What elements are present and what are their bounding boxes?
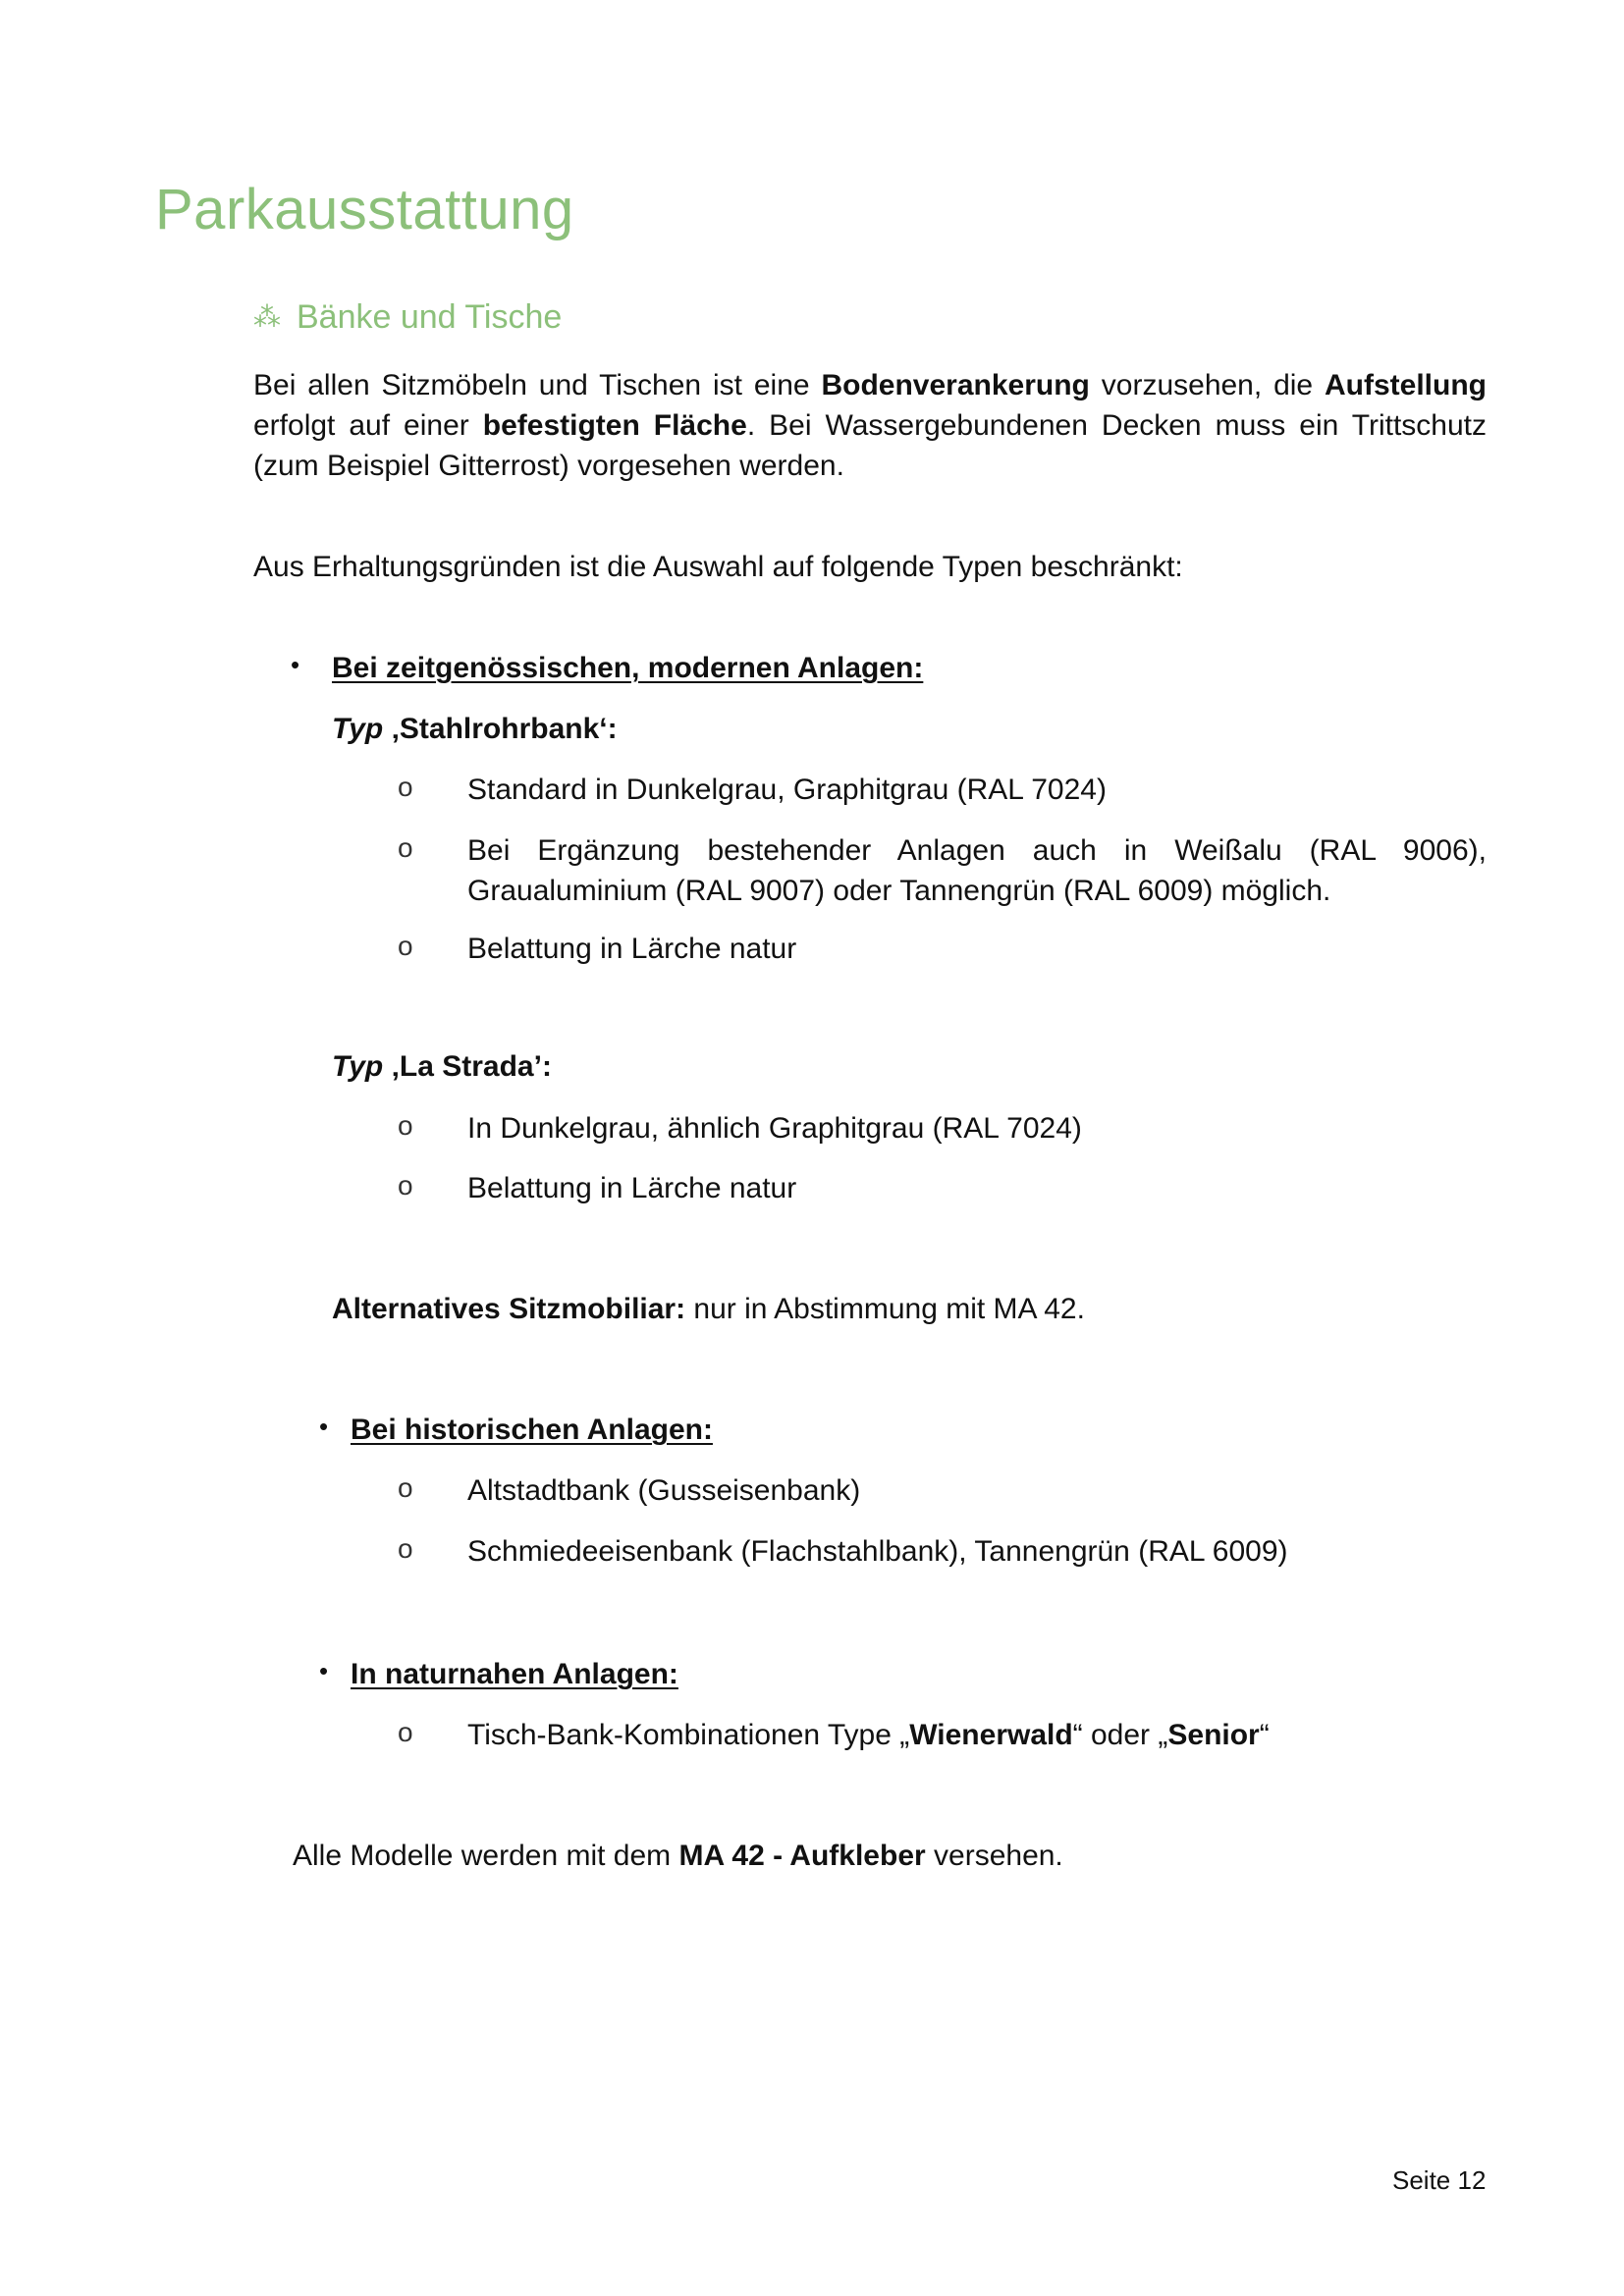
intro-text: vorzusehen, die xyxy=(1089,369,1325,401)
sub-bullet-icon: o xyxy=(398,1170,413,1201)
sub-bullet-icon: o xyxy=(398,1717,413,1747)
type2-item-2: Belattung in Lärche natur xyxy=(467,1172,797,1204)
alternative-text: nur in Abstimmung mit MA 42. xyxy=(685,1293,1085,1325)
closing-plain: versehen. xyxy=(925,1840,1063,1872)
type-prefix: Typ xyxy=(332,713,384,745)
sub-bullet-icon: o xyxy=(398,1533,413,1564)
intro-bold: Aufstellung xyxy=(1325,369,1487,401)
sub-bullet-icon: o xyxy=(398,931,413,961)
intro-text: Bei allen Sitzmöbeln und Tischen ist eine xyxy=(253,369,822,401)
intro-paragraph xyxy=(253,365,1487,486)
type2-heading xyxy=(332,1046,552,1087)
closing-text xyxy=(293,1836,1063,1876)
natural-text: Tisch-Bank-Kombinationen Type „ xyxy=(467,1719,910,1751)
type1-item-1: Standard in Dunkelgrau, Graphitgrau (RAL 7024) xyxy=(467,774,1107,806)
section-title: Bänke und Tische xyxy=(297,298,563,336)
sub-bullet-icon: o xyxy=(398,1110,413,1141)
intro-line-2 xyxy=(253,405,1487,446)
modern-title-text: Bei zeitgenössischen, modernen Anlagen: xyxy=(332,652,924,684)
natural-text: “ oder „ xyxy=(1072,1719,1168,1751)
type1-item-3: Belattung in Lärche natur xyxy=(467,933,797,965)
bullet-icon: • xyxy=(291,650,300,679)
intro-line-1 xyxy=(253,365,1487,405)
historic-title-text: Bei historischen Anlagen: xyxy=(351,1414,713,1446)
alternative-bold: Alternatives Sitzmobiliar: xyxy=(332,1293,686,1325)
type1-item-2-line-1: Bei Ergänzung bestehender Anlagen auch in Weißalu (RAL 9006), xyxy=(467,834,1487,867)
sub-bullet-icon: o xyxy=(398,832,413,863)
type-name: ‚La Strada’: xyxy=(383,1050,552,1083)
flower-icon: ⁂ xyxy=(253,301,281,332)
intro-bold: Bodenverankerung xyxy=(821,369,1090,401)
bullet-icon: • xyxy=(319,1412,329,1441)
intro-bold: befestigten Fläche xyxy=(482,409,747,442)
historic-item-1: Altstadtbank (Gusseisenbank) xyxy=(467,1474,861,1507)
intro-text: . Bei Wassergebundenen Decken muss ein Trittschutz xyxy=(746,409,1487,442)
intro-line-3: (zum Beispiel Gitterrost) vorgesehen werden. xyxy=(253,450,844,482)
natural-title-text: In naturnahen Anlagen: xyxy=(351,1658,678,1690)
natural-text: “ xyxy=(1259,1719,1270,1751)
alternative-seating xyxy=(332,1289,1085,1329)
modern-title xyxy=(332,648,923,688)
page-number: Seite 12 xyxy=(1392,2165,1487,2195)
type-name: ‚Stahlrohrbank‘: xyxy=(383,713,618,745)
closing-plain: Alle Modelle werden mit dem xyxy=(293,1840,679,1872)
section-heading xyxy=(253,298,562,337)
selection-text: Aus Erhaltungsgründen ist die Auswahl auf folgende Typen beschränkt: xyxy=(253,551,1183,583)
bullet-icon: • xyxy=(319,1656,329,1685)
natural-bold: Wienerwald xyxy=(909,1719,1073,1751)
type1-heading xyxy=(332,709,618,749)
type2-item-1: In Dunkelgrau, ähnlich Graphitgrau (RAL 7024) xyxy=(467,1112,1082,1145)
historic-title xyxy=(351,1410,713,1450)
historic-item-2: Schmiedeeisenbank (Flachstahlbank), Tannengrün (RAL 6009) xyxy=(467,1535,1288,1568)
sub-bullet-icon: o xyxy=(398,772,413,802)
natural-title xyxy=(351,1654,678,1694)
natural-item-1 xyxy=(467,1715,1270,1755)
closing-bold: MA 42 - Aufkleber xyxy=(678,1840,926,1872)
type1-item-2-line-2: Graualuminium (RAL 9007) oder Tannengrün (RAL 6009) möglich. xyxy=(467,875,1331,907)
page-heading: Parkausstattung xyxy=(155,178,574,241)
intro-text: erfolgt auf einer xyxy=(253,409,483,442)
type-prefix: Typ xyxy=(332,1050,384,1083)
natural-bold: Senior xyxy=(1167,1719,1260,1751)
sub-bullet-icon: o xyxy=(398,1472,413,1503)
